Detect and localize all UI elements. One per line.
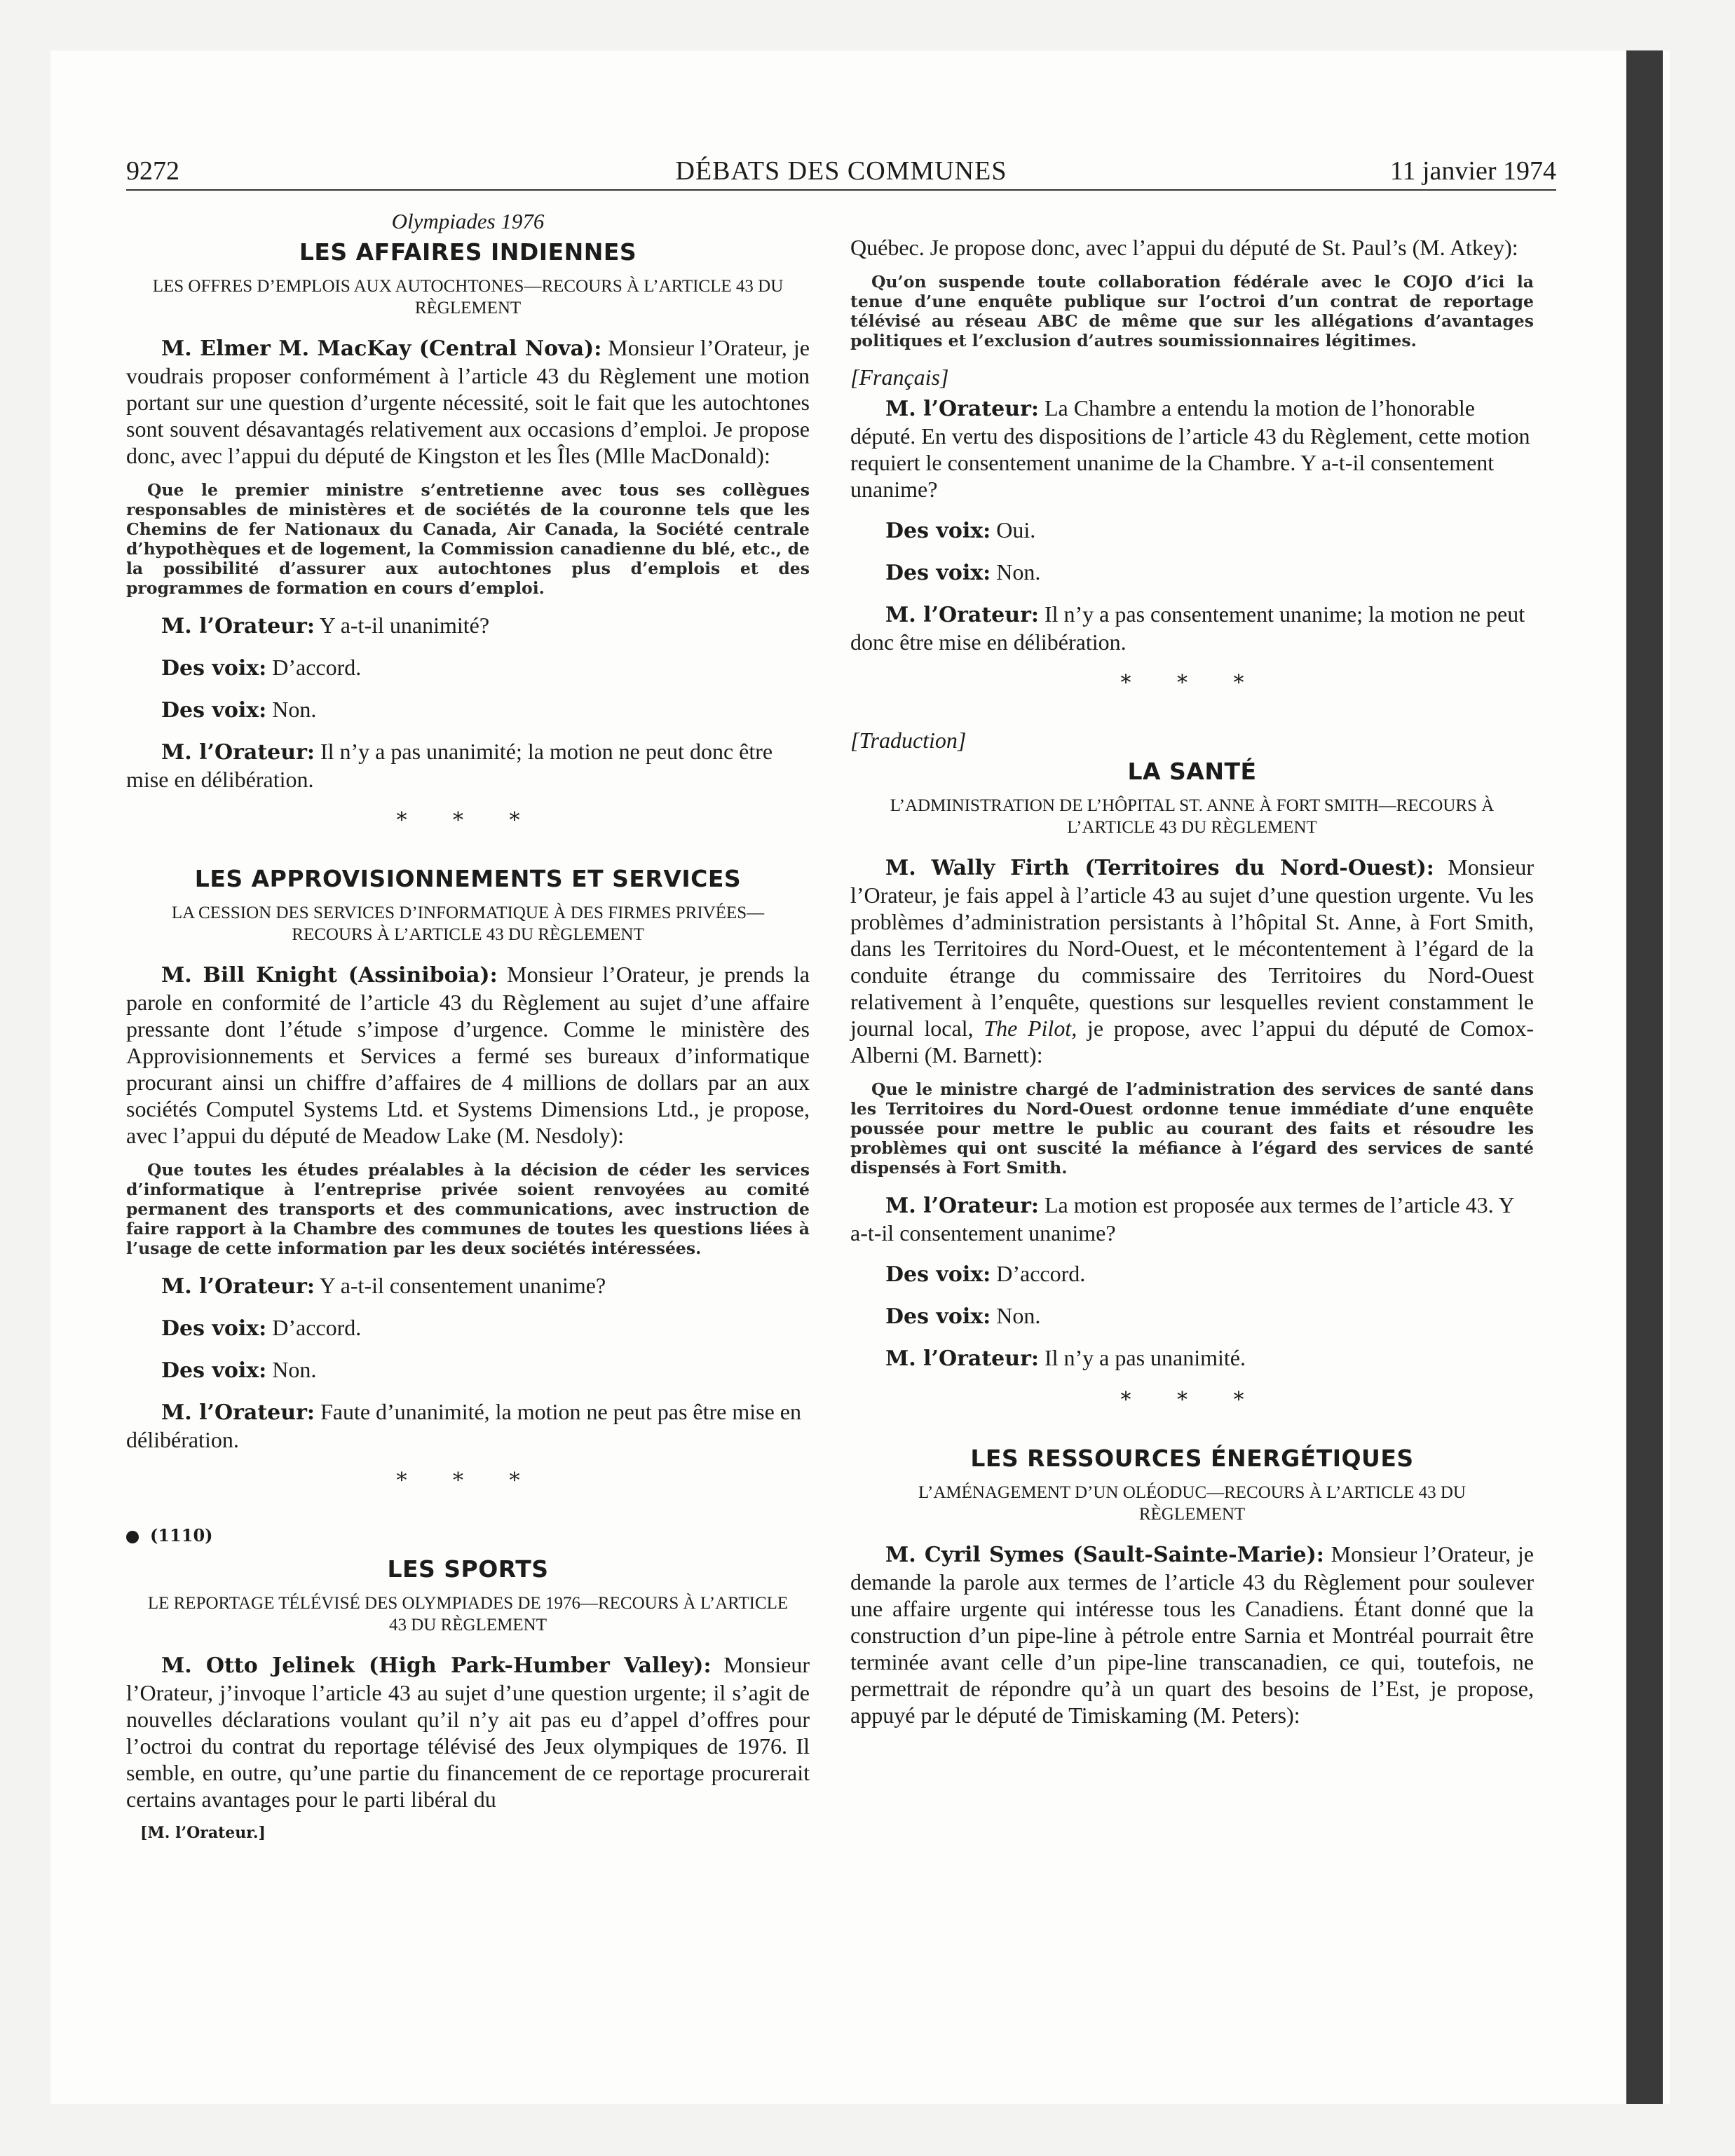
section-separator: * * * <box>396 808 540 833</box>
speaker-name: Des voix: <box>885 519 991 543</box>
speaker-name: Des voix: <box>161 1316 267 1341</box>
exchange-text: Non. <box>991 559 1041 585</box>
exchange-text: Non. <box>266 1357 317 1382</box>
motion-text: Que le ministre chargé de l’administration des services de santé dans les Territoires du Nord-Ouest ordonne tenue immédiate d’une enquête poussée pour mettre le public au courant des faits et résoudre les problèmes qui ont suscité la méfiance à l’égard des services de santé dispensés à Fort Smith. <box>850 1079 1534 1178</box>
exchange-text: Faute d’unanimité, la motion ne peut pas être mise en délibération. <box>126 1399 801 1452</box>
speaker-name: M. l’Orateur: <box>885 1346 1039 1371</box>
exchange-text: La Chambre a entendu la motion de l’honorable député. En vertu des dispositions de l’article 43 du Règlement, cette motion requiert le consentement unanime de la Chambre. Y a-t-il consentement unanime? <box>850 395 1530 502</box>
speaker-name: M. l’Orateur: <box>161 1400 315 1425</box>
speech-paragraph <box>850 854 1534 1068</box>
exchange-text: Non. <box>266 697 317 722</box>
speaker-name: Des voix: <box>161 698 267 723</box>
scan-edge-bar <box>1626 50 1663 2104</box>
exchange-line <box>126 1356 810 1384</box>
exchange-line <box>126 1398 810 1453</box>
exchange-text: D’accord. <box>266 1315 362 1340</box>
exchange-line <box>126 654 810 682</box>
exchange-text: Il n’y a pas consentement unanime; la motion ne peut donc être mise en délibération. <box>850 601 1525 655</box>
speaker-name: Des voix: <box>885 1262 991 1287</box>
speaker-name: M. l’Orateur: <box>885 603 1039 627</box>
section-heading: LA SANTÉ <box>1127 758 1257 785</box>
publication-title: DÉBATS DES COMMUNES <box>675 156 1007 186</box>
exchange-text: Y a-t-il unanimité? <box>314 613 490 638</box>
exchange-text: Il n’y a pas unanimité. <box>1038 1345 1246 1370</box>
right-column <box>850 203 1534 1740</box>
exchange-line <box>850 1302 1534 1330</box>
section-separator: * * * <box>1120 1388 1264 1412</box>
exchange-line <box>850 395 1534 503</box>
speaker-name: Des voix: <box>161 1358 267 1383</box>
time-marker-text: (1110) <box>150 1525 213 1546</box>
section-subheading: L’ADMINISTRATION DE L’HÔPITAL ST. ANNE À FORT SMITH—RECOURS À L’ARTICLE 43 DU RÈGLEMENT <box>890 796 1495 837</box>
section-heading: LES SPORTS <box>387 1555 549 1583</box>
section-heading: LES RESSOURCES ÉNERGÉTIQUES <box>970 1445 1414 1472</box>
page-date: 11 janvier 1974 <box>1389 156 1556 186</box>
section-subheading: LE REPORTAGE TÉLÉVISÉ DES OLYMPIADES DE 1976—RECOURS À L’ARTICLE 43 DU RÈGLEMENT <box>147 1594 789 1635</box>
language-marker: [Français] <box>850 364 949 390</box>
exchange-line <box>850 1192 1534 1246</box>
motion-text: Que toutes les études préalables à la décision de céder les services d’informatique à l’entreprise privée soient renvoyées au comité permanent des transports et des communications, avec instruction de faire rapport à la Chambre des communes de toutes les questions liées à l’usage de cette information par les deux sociétés intéressées. <box>126 1160 810 1258</box>
section-subheading: LA CESSION DES SERVICES D’INFORMATIQUE À DES FIRMES PRIVÉES—RECOURS À L’ARTICLE 43 DU RÈGLEMENT <box>171 903 765 944</box>
newspaper-title: The Pilot, <box>984 1016 1077 1041</box>
section-heading: LES APPROVISIONNEMENTS ET SERVICES <box>194 865 742 892</box>
section-subheading: L’AMÉNAGEMENT D’UN OLÉODUC—RECOURS À L’ARTICLE 43 DU RÈGLEMENT <box>918 1483 1466 1524</box>
left-column <box>126 203 810 1842</box>
exchange-line <box>850 1260 1534 1288</box>
exchange-text: Y a-t-il consentement unanime? <box>314 1273 606 1298</box>
page-header <box>126 153 1556 191</box>
speech-paragraph <box>850 1541 1534 1728</box>
page-number: 9272 <box>126 156 179 186</box>
section-separator: * * * <box>1120 671 1264 695</box>
speaker-name: Des voix: <box>885 1304 991 1329</box>
exchange-text: D’accord. <box>266 655 362 680</box>
exchange-text: Non. <box>991 1303 1041 1328</box>
exchange-line <box>850 559 1534 587</box>
motion-text: Que le premier ministre s’entretienne avec tous ses collègues responsables de ministères et de sociétés de la couronne tels que les Chemins de fer Nationaux du Canada, Air Canada, la Société centrale d’hypothèques et de logement, la Commission canadienne du blé, etc., de la possibilité d’assurer aux autochtones plus d’emplois et des programmes de formation en cours d’emploi. <box>126 480 810 598</box>
exchange-line <box>126 612 810 640</box>
speech-paragraph <box>126 1651 810 1813</box>
speaker-name: M. Cyril Symes (Sault-Sainte-Marie): <box>885 1543 1324 1567</box>
speech-text: Monsieur l’Orateur, j’invoque l’article 43 au sujet d’une question urgente; il s’agit de nouvelles déclarations voulant qu’il n’y ait pas eu d’appel d’offres pour l’octroi du contrat du reportage télévisé des Jeux olympiques de 1976. Il semble, en outre, qu’une partie du financement de ce reportage procurerait certains avantages pour le parti libéral du <box>126 1652 810 1812</box>
motion-text: Qu’on suspende toute collaboration fédérale avec le COJO d’ici la tenue d’une enquête publique sur l’octroi d’un contrat de reportage télévisé au réseau ABC de même que sur les allégations d’avantages politiques et l’exclusion d’autres soumissionnaires légitimes. <box>850 272 1534 350</box>
exchange-line <box>126 1314 810 1342</box>
super-title: Olympiades 1976 <box>391 209 545 233</box>
exchange-text: Il n’y a pas unanimité; la motion ne peut donc être mise en délibération. <box>126 739 773 792</box>
exchange-line <box>126 1272 810 1300</box>
exchange-text: La motion est proposée aux termes de l’article 43. Y a-t-il consentement unanime? <box>850 1192 1514 1246</box>
exchange-line <box>850 601 1534 655</box>
bullet-dot-icon <box>126 1531 139 1543</box>
exchange-line <box>126 696 810 724</box>
exchange-line <box>850 1344 1534 1372</box>
speaker-name: M. Otto Jelinek (High Park-Humber Valley): <box>161 1653 712 1678</box>
speaker-name: Des voix: <box>885 561 991 585</box>
speaker-name: M. l’Orateur: <box>161 1274 315 1299</box>
section-heading: LES AFFAIRES INDIENNES <box>299 238 637 266</box>
speech-text: Monsieur l’Orateur, je fais appel à l’article 43 au sujet d’une question urgente. Vu les problèmes d’administration persistants à l’hôpital St. Anne, à Fort Smith, dans les Territoires du Nord-Ouest, et le mécontentement à l’égard de la conduite étrange du commissaire des Territoires du Nord-Ouest relativement à l’enquête, questions sur lesquelles revient constamment le journal local, <box>850 854 1535 1041</box>
speaker-name: Des voix: <box>161 656 267 681</box>
speech-text: Monsieur l’Orateur, je demande la parole aux termes de l’article 43 du Règlement pour soulever une affaire urgente qui intéresse tous les Canadiens. Étant donné que la construction d’un pipe-line à pétrole entre Sarnia et Montréal pourrait être terminée avant celle d’un pipe-line transcanadien, ce qui, toutefois, ne permettrait de répondre qu’à un quart des besoins de l’Est, je propose, appuyé par le député de Timiskaming (M. Peters): <box>850 1541 1535 1728</box>
speaker-name: M. l’Orateur: <box>885 1194 1039 1218</box>
speech-text: Monsieur l’Orateur, je voudrais proposer conformément à l’article 43 du Règlement une motion portant sur une question d’urgente nécessité, soit le fait que les autochtones sont souvent désavantagés relativement aux occasions d’emploi. Je propose donc, avec l’appui du député de Kingston et les Îles (Mlle MacDonald): <box>126 335 810 468</box>
language-marker: [Traduction] <box>850 728 967 753</box>
speech-paragraph <box>126 961 810 1149</box>
speaker-name: M. Wally Firth (Territoires du Nord-Ouest): <box>885 856 1434 880</box>
speaker-name: M. Elmer M. MacKay (Central Nova): <box>161 336 602 361</box>
exchange-line <box>850 517 1534 545</box>
speech-text: Monsieur l’Orateur, je prends la parole en conformité de l’article 43 du Règlement au sujet d’une affaire pressante dont l’étude s’impose d’urgence. Comme le ministère des Approvisionnements et Services a fermé ses bureaux d’informatique procurant ainsi un chiffre d’affaires de 4 millions de dollars par an aux sociétés Computel Systems Ltd. et Systems Dimensions Ltd., je propose, avec l’appui du député de Meadow Lake (M. Nesdoly): <box>126 962 810 1148</box>
speaker-name: M. l’Orateur: <box>885 397 1039 421</box>
exchange-line <box>126 738 810 793</box>
time-marker <box>126 1525 810 1546</box>
section-separator: * * * <box>396 1468 540 1493</box>
speech-continuation: Québec. Je propose donc, avec l’appui du député de St. Paul’s (M. Atkey): <box>850 235 1518 260</box>
speaker-note: [M. l’Orateur.] <box>140 1824 266 1842</box>
section-subheading: LES OFFRES D’EMPLOIS AUX AUTOCHTONES—RECOURS À L’ARTICLE 43 DU RÈGLEMENT <box>152 277 784 318</box>
speaker-name: M. l’Orateur: <box>161 740 315 765</box>
speaker-name: M. Bill Knight (Assiniboia): <box>161 963 498 988</box>
exchange-text: D’accord. <box>991 1261 1086 1286</box>
speech-paragraph <box>126 334 810 469</box>
exchange-text: Oui. <box>991 517 1036 543</box>
speaker-name: M. l’Orateur: <box>161 614 315 639</box>
speech-text: je propose, avec l’appui du député de Comox-Alberni (M. Barnett): <box>850 1016 1534 1067</box>
